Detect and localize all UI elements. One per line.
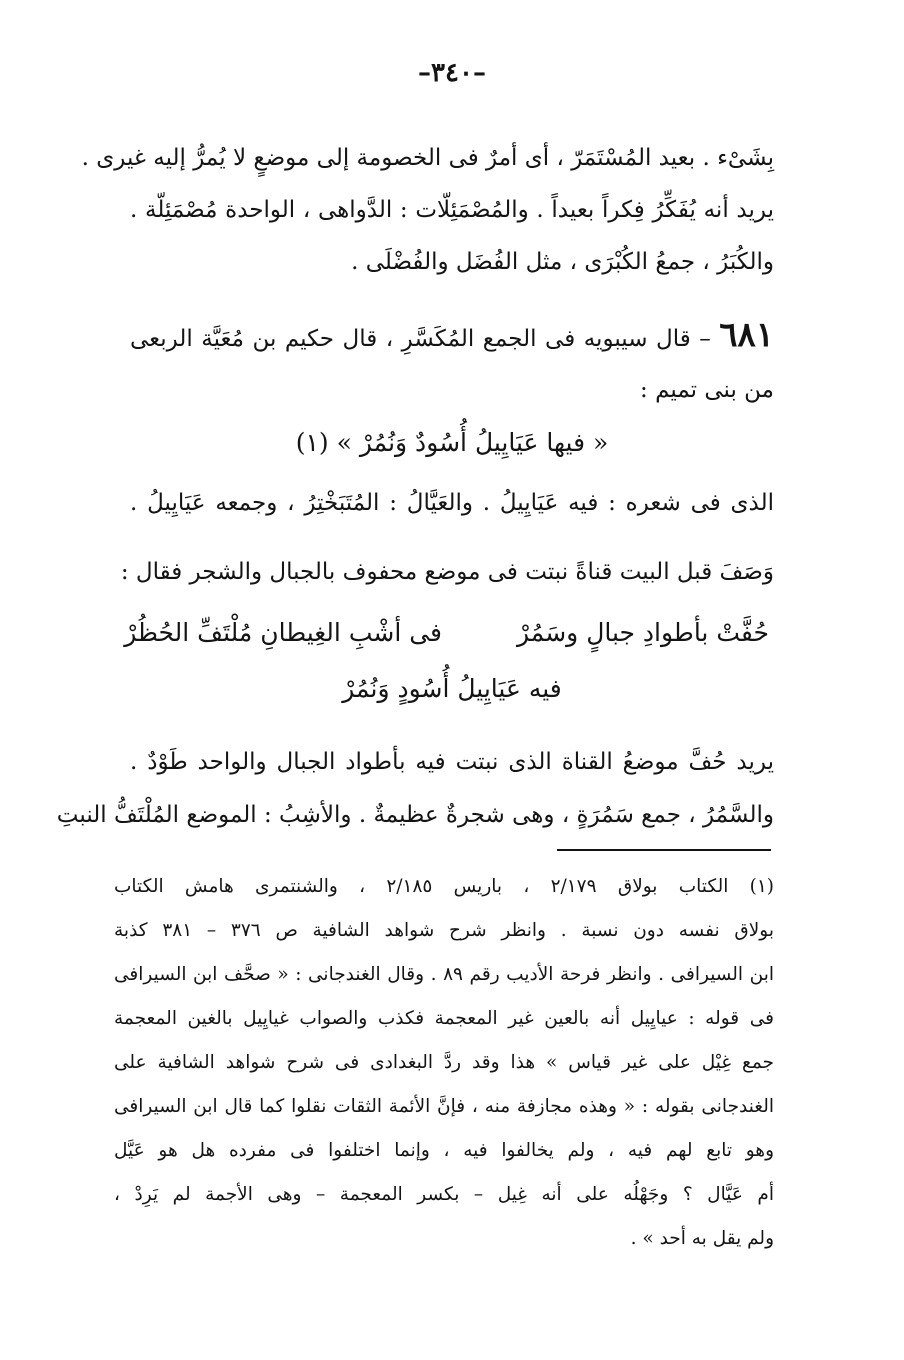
verse-first-hemistich: حُفَّتْ بأطوادِ جبالٍ وسَمُرْ xyxy=(516,618,769,647)
body-line: والسَّمُرُ ، جمع سَمُرَةٍ ، وهى شجرةٌ عظيمةٌ . والأشِبُ : الموضع المُلْتَفُّ النبتِ xyxy=(56,802,774,828)
footnote-line: (١) الكتاب بولاق ٢/١٧٩ ، باريس ٢/١٨٥ ، والشنتمرى هامش الكتاب xyxy=(114,876,774,897)
verse-line: فيه عَيَايِيلُ أُسُودٍ وَنُمُرْ xyxy=(342,674,562,703)
footnote-line: جمع غِيْل على غير قياس » هذا وقد ردَّ البغدادى فى شرح شواهد الشافية على xyxy=(114,1052,774,1073)
footnote-line: وهو تابع لهم فيه ، ولم يخالفوا فيه ، وإنما اختلفوا فى مفرده هل هو عَيَّل xyxy=(114,1140,774,1161)
entry-text: – قال سيبويه فى الجمع المُكَسَّرِ ، قال حكيم بن مُعَيَّة الربعى xyxy=(130,326,720,352)
entry-number: ٦٨١ xyxy=(719,315,774,355)
page-number: –٣٤٠– xyxy=(418,58,486,88)
footnote-separator xyxy=(557,849,771,851)
footnote-line: ابن السيرافى . وانظر فرحة الأديب رقم ٨٩ . وقال الغندجانى : « صحَّف ابن السيرافى xyxy=(114,964,774,985)
quoted-verse: « فيها عَيَايِيلُ أُسُودٌ وَنُمُرْ » (١) xyxy=(295,428,609,457)
body-line: يريد أنه يُفَكِّرُ فِكراً بعيداً . والمُصْمَئِلّات : الدَّواهى ، الواحدة مُصْمَئِلّة . xyxy=(130,197,774,223)
body-line: الذى فى شعره : فيه عَيَايِيلُ . والعَيَّالُ : المُتَبَخْتِرُ ، وجمعه عَيَايِيلُ . xyxy=(130,490,774,516)
footnote-line: ولم يقل به أحد » . xyxy=(630,1228,774,1249)
body-line: وَصَفَ قبل البيت قناةً نبتت فى موضع محفوف بالجبال والشجر فقال : xyxy=(120,559,774,585)
footnote-line: بولاق نفسه دون نسبة . وانظر شرح شواهد الشافية ص ٣٧٦ – ٣٨١ كذبة xyxy=(114,920,775,941)
entry-continuation: من بنى تميم : xyxy=(640,377,774,403)
body-line: يريد حُفَّ موضعُ القناة الذى نبتت فيه بأطواد الجبال والواحد طَوْدٌ . xyxy=(130,749,774,775)
entry-heading xyxy=(130,315,774,359)
footnote-line: أم عَيَّال ؟ وجَهْلُه على أنه غِيل – بكسر المعجمة – وهى الأجمة لم يَرِدْ ، xyxy=(114,1184,774,1205)
footnote-line: فى قوله : عيايِيل أنه بالعين غير المعجمة فكذب والصواب غيايِيل بالغين المعجمة xyxy=(114,1008,774,1029)
verse-second-hemistich: فى أشْبِ الغِيطانِ مُلْتَفِّ الحُظُرْ xyxy=(124,618,442,647)
body-line: والكُبَرُ ، جمعُ الكُبْرَى ، مثل الفُضَل والفُضْلَى . xyxy=(351,249,774,275)
footnote-line: الغندجانى بقوله : « وهذه مجازفة منه ، فإنَّ الأئمة الثقات نقلوا كما قال ابن السيرافى xyxy=(114,1096,774,1117)
body-line: بِشَىْء . بعيد المُسْتَمَرّ ، أى أمرٌ فى الخصومة إلى موضعٍ لا يُمرُّ إليه غيرى . xyxy=(81,145,774,171)
